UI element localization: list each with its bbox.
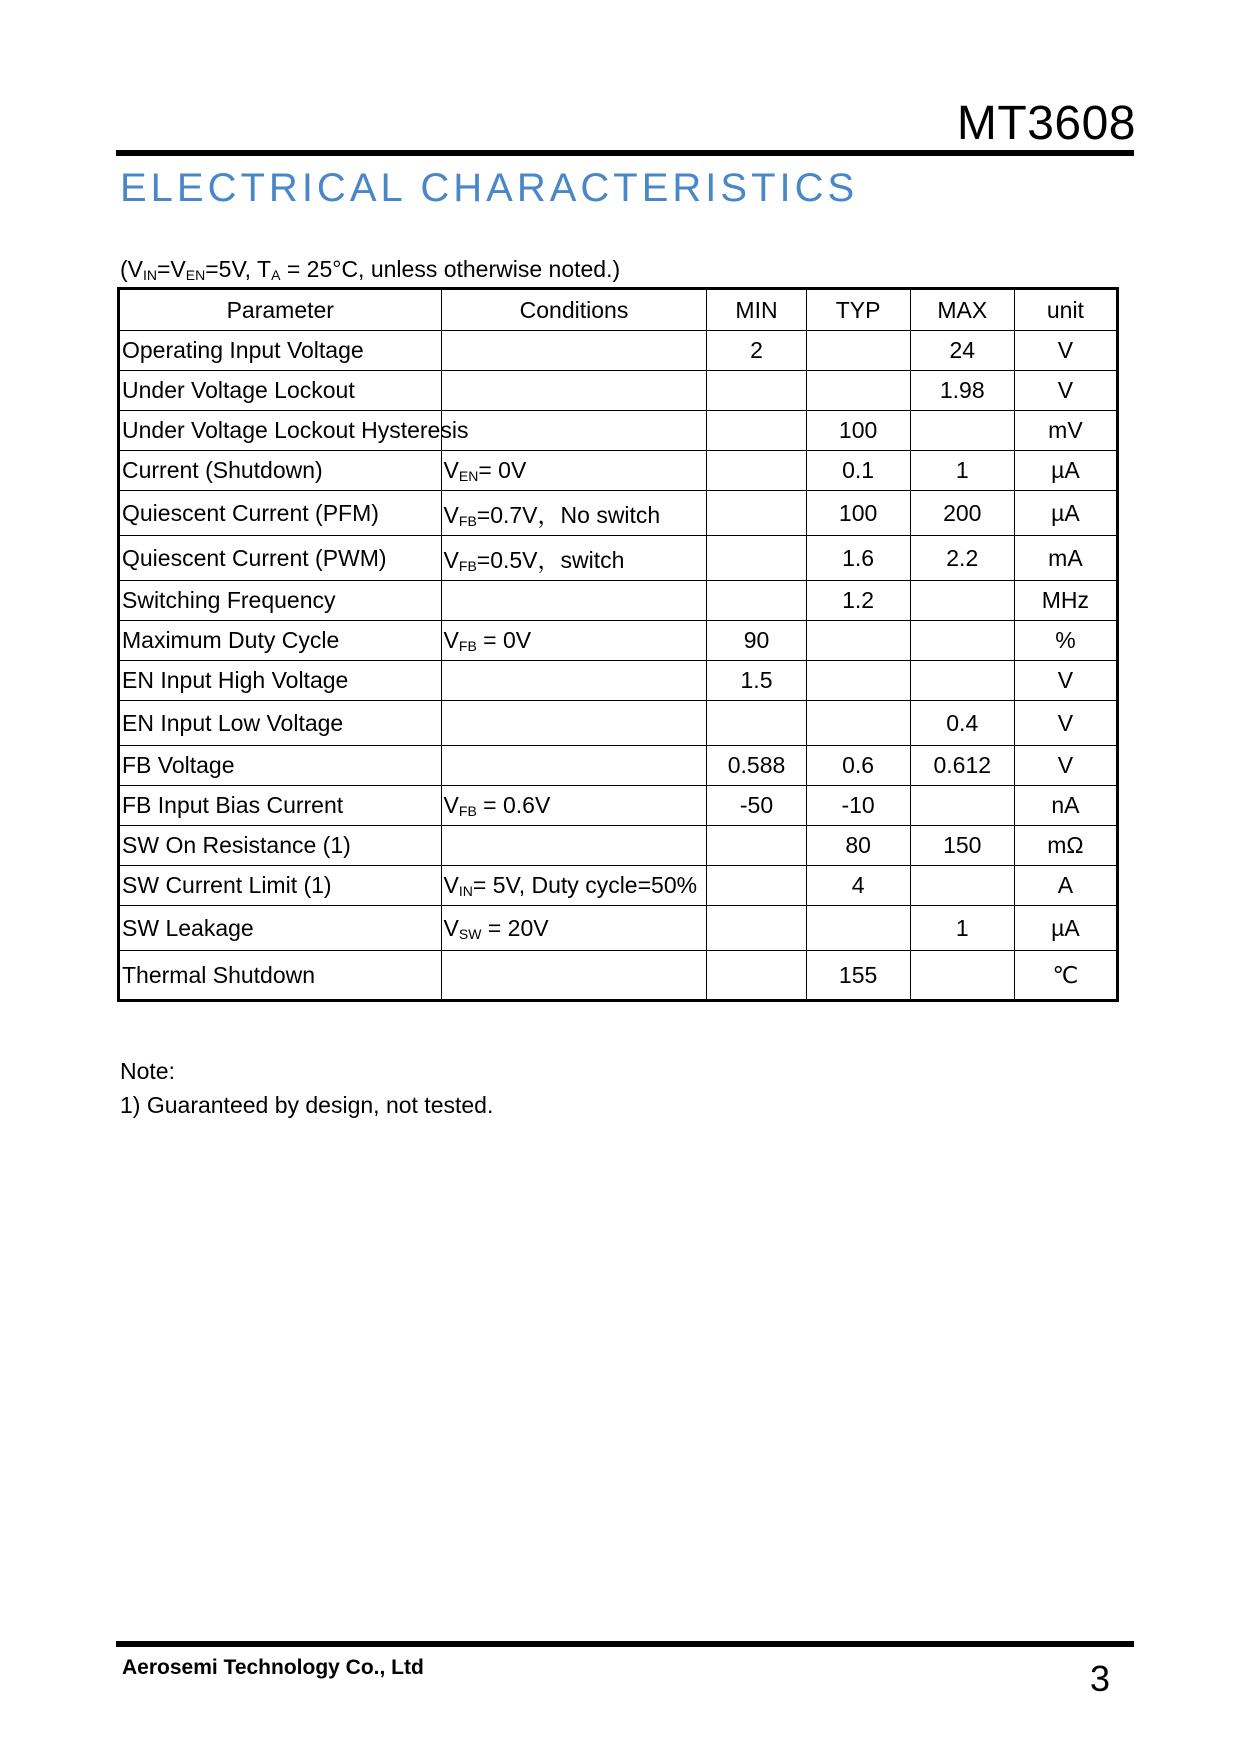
cell-typ: [806, 701, 910, 746]
cell-min: [707, 411, 806, 451]
cell-unit: V: [1014, 371, 1117, 411]
cell-conditions: [441, 451, 707, 491]
cell-min: 1.5: [707, 661, 806, 701]
cell-unit: µA: [1014, 906, 1117, 951]
cell-typ: 100: [806, 411, 910, 451]
cell-min: [707, 581, 806, 621]
cell-parameter: SW On Resistance (1): [119, 826, 442, 866]
cell-max: 24: [910, 331, 1014, 371]
cond-value: = 20V: [481, 914, 549, 941]
cond-sub-in: IN: [143, 267, 157, 283]
cond-symbol: V: [443, 792, 459, 818]
cell-parameter: Switching Frequency: [119, 581, 442, 621]
cell-typ: [806, 661, 910, 701]
cond-value: =0.5V，switch: [476, 546, 625, 573]
note-text: 1) Guaranteed by design, not tested.: [120, 1092, 494, 1118]
cell-parameter: Under Voltage Lockout Hysteresis: [119, 411, 442, 451]
cell-typ: [806, 371, 910, 411]
cell-max: [910, 786, 1014, 826]
test-conditions: [120, 256, 620, 283]
company-name: Aerosemi Technology Co., Ltd: [122, 1656, 424, 1679]
cond-value: = 0.6V: [476, 792, 551, 818]
cell-unit: V: [1014, 746, 1117, 786]
table-row: [119, 331, 1118, 371]
cell-conditions: [441, 581, 707, 621]
header-max: MAX: [910, 289, 1014, 331]
cell-conditions: [441, 661, 707, 701]
cond-subscript: EN: [458, 468, 479, 484]
cell-min: [707, 491, 806, 536]
cell-typ: 1.6: [806, 536, 910, 581]
cell-conditions: [441, 701, 707, 746]
table-row: [119, 906, 1118, 951]
cell-parameter: Operating Input Voltage: [119, 331, 442, 371]
cond-value: =0.7V，No switch: [476, 501, 661, 528]
cell-parameter: Maximum Duty Cycle: [119, 621, 442, 661]
cell-parameter: EN Input Low Voltage: [119, 701, 442, 746]
cond-mid: =5V, T: [205, 256, 272, 282]
header-typ: TYP: [806, 289, 910, 331]
cell-max: 1.98: [910, 371, 1014, 411]
cell-typ: 0.1: [806, 451, 910, 491]
table-row: [119, 581, 1118, 621]
header-conditions: Conditions: [441, 289, 707, 331]
cond-symbol: V: [443, 914, 459, 941]
table-body: [119, 331, 1118, 1001]
cell-max: 0.612: [910, 746, 1014, 786]
cell-conditions: [441, 786, 707, 826]
cell-typ: 4: [806, 866, 910, 906]
cond-subscript: IN: [458, 883, 473, 899]
table-row: [119, 371, 1118, 411]
cond-value: = 5V, Duty cycle=50%: [472, 872, 698, 898]
cell-min: 0.588: [707, 746, 806, 786]
table-row: [119, 746, 1118, 786]
cell-max: [910, 621, 1014, 661]
cell-unit: A: [1014, 866, 1117, 906]
header-rule-tick: [116, 153, 128, 155]
cell-parameter: Quiescent Current (PWM): [119, 536, 442, 581]
cell-min: 2: [707, 331, 806, 371]
table-row: [119, 786, 1118, 826]
cell-max: 1: [910, 451, 1014, 491]
section-title: ELECTRICAL CHARACTERISTICS: [120, 166, 859, 210]
cell-unit: µA: [1014, 491, 1117, 536]
cell-min: [707, 371, 806, 411]
table-row: [119, 661, 1118, 701]
cell-unit: µA: [1014, 451, 1117, 491]
cond-sub-en: EN: [185, 267, 206, 283]
cell-unit: V: [1014, 661, 1117, 701]
cell-conditions: [441, 491, 707, 536]
cell-unit: V: [1014, 331, 1117, 371]
cell-max: [910, 411, 1014, 451]
cell-unit: mΩ: [1014, 826, 1117, 866]
cell-conditions: [441, 826, 707, 866]
table-row: [119, 951, 1118, 1001]
header-rule: [116, 150, 1134, 156]
header-min: MIN: [707, 289, 806, 331]
table-row: [119, 491, 1118, 536]
cell-conditions: [441, 536, 707, 581]
cell-min: [707, 451, 806, 491]
cell-parameter: Current (Shutdown): [119, 451, 442, 491]
cond-eq: =V: [157, 256, 186, 282]
cell-unit: %: [1014, 621, 1117, 661]
cell-max: 150: [910, 826, 1014, 866]
cell-conditions: [441, 866, 707, 906]
cell-conditions: [441, 951, 707, 1001]
cond-tail: = 25°C, unless otherwise noted.): [280, 256, 621, 282]
table-row: [119, 866, 1118, 906]
table-row: [119, 621, 1118, 661]
cell-min: [707, 951, 806, 1001]
cell-typ: 1.2: [806, 581, 910, 621]
cell-typ: -10: [806, 786, 910, 826]
cond-sub-a: A: [271, 267, 281, 283]
table-row: [119, 411, 1118, 451]
header-unit: unit: [1014, 289, 1117, 331]
cell-max: 2.2: [910, 536, 1014, 581]
cell-min: 90: [707, 621, 806, 661]
cell-parameter: FB Input Bias Current: [119, 786, 442, 826]
cond-subscript: FB: [458, 512, 477, 529]
cell-conditions: [441, 331, 707, 371]
cond-symbol: V: [443, 627, 459, 653]
cell-conditions: [441, 906, 707, 951]
cell-conditions: [441, 746, 707, 786]
cell-max: 1: [910, 906, 1014, 951]
cell-unit: nA: [1014, 786, 1117, 826]
cond-open: (V: [120, 256, 143, 282]
cell-max: 200: [910, 491, 1014, 536]
cell-min: [707, 701, 806, 746]
cell-min: [707, 536, 806, 581]
cell-parameter: SW Current Limit (1): [119, 866, 442, 906]
cell-max: [910, 951, 1014, 1001]
note-label: Note:: [120, 1058, 175, 1084]
cell-unit: ℃: [1014, 951, 1117, 1001]
cell-typ: 0.6: [806, 746, 910, 786]
cond-value: = 0V: [478, 457, 527, 483]
header-parameter: Parameter: [119, 289, 442, 331]
cell-conditions: [441, 621, 707, 661]
table-row: [119, 826, 1118, 866]
cell-min: -50: [707, 786, 806, 826]
electrical-characteristics-table: [117, 287, 1119, 1002]
table-header-row: [119, 289, 1118, 331]
cell-min: [707, 826, 806, 866]
footer-rule: [116, 1641, 1134, 1647]
cell-unit: mA: [1014, 536, 1117, 581]
cond-symbol: V: [443, 501, 459, 528]
cell-unit: MHz: [1014, 581, 1117, 621]
cell-typ: [806, 331, 910, 371]
page-number: 3: [1089, 1658, 1110, 1699]
cond-symbol: V: [443, 457, 459, 483]
table-row: [119, 536, 1118, 581]
cell-conditions: [441, 411, 707, 451]
cell-max: [910, 661, 1014, 701]
cond-subscript: FB: [458, 638, 477, 654]
cell-min: [707, 866, 806, 906]
cond-value: = 0V: [476, 627, 532, 653]
cell-parameter: SW Leakage: [119, 906, 442, 951]
cell-parameter: Thermal Shutdown: [119, 951, 442, 1001]
cell-max: [910, 866, 1014, 906]
cell-unit: V: [1014, 701, 1117, 746]
cond-symbol: V: [443, 872, 459, 898]
cell-max: 0.4: [910, 701, 1014, 746]
cond-subscript: FB: [458, 557, 477, 574]
table-row: [119, 451, 1118, 491]
cell-typ: [806, 906, 910, 951]
cell-typ: [806, 621, 910, 661]
cell-parameter: EN Input High Voltage: [119, 661, 442, 701]
cell-conditions: [441, 371, 707, 411]
cond-subscript: SW: [458, 925, 482, 942]
cell-typ: 80: [806, 826, 910, 866]
cell-parameter: FB Voltage: [119, 746, 442, 786]
part-number: MT3608: [956, 97, 1136, 150]
cell-typ: 155: [806, 951, 910, 1001]
cell-max: [910, 581, 1014, 621]
cond-symbol: V: [443, 546, 459, 573]
table-row: [119, 701, 1118, 746]
cond-subscript: FB: [458, 803, 477, 819]
cell-typ: 100: [806, 491, 910, 536]
cell-parameter: Under Voltage Lockout: [119, 371, 442, 411]
cell-unit: mV: [1014, 411, 1117, 451]
cell-parameter: Quiescent Current (PFM): [119, 491, 442, 536]
cell-min: [707, 906, 806, 951]
